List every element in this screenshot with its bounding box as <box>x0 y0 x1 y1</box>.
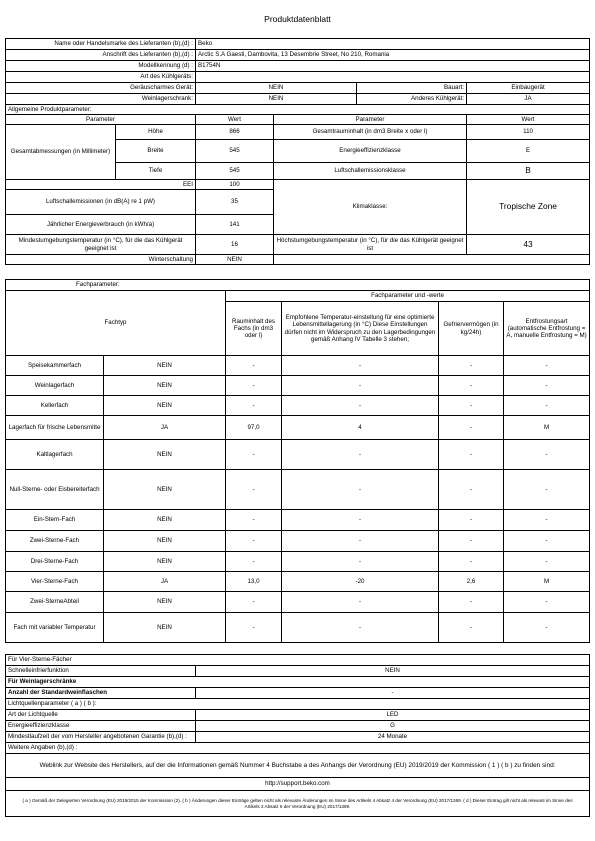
light-type-label: Art der Lichtquelle <box>6 710 196 721</box>
compartment-temp: - <box>282 440 439 470</box>
low-noise-value: NEIN <box>196 83 357 94</box>
group-header: Fachparameter und -werte <box>226 291 590 302</box>
other-value: JA <box>467 94 590 105</box>
compartments-table <box>5 279 590 643</box>
value-header: Wert <box>196 115 274 125</box>
compartment-defrost: - <box>504 376 590 396</box>
compartment-volume: - <box>226 376 282 396</box>
compartment-rows <box>6 356 590 643</box>
compartment-freeze: - <box>439 376 504 396</box>
compartment-freeze: - <box>439 416 504 440</box>
compartment-name: Ein-Stern-Fach <box>6 510 104 531</box>
extra-table <box>5 654 590 817</box>
volume-value: 110 <box>467 125 590 140</box>
compartment-present: NEIN <box>104 440 226 470</box>
table-row <box>6 613 590 643</box>
compartment-volume: 13,0 <box>226 572 282 592</box>
table-row <box>6 510 590 531</box>
col-defrost-header: Entfrostungsart (automatische Entfrostung = A, manuelle Entfrostung = M) <box>504 302 590 356</box>
compartment-name: Fach mit variabler Temperatur <box>6 613 104 643</box>
min-temp-label: Mindestumgebungstemperatur (in °C), für die das Kühlgerät geeignet ist <box>6 235 196 255</box>
supplier-value: Beko <box>196 39 590 50</box>
compartment-defrost: M <box>504 416 590 440</box>
compartment-volume: - <box>226 440 282 470</box>
compartment-present: NEIN <box>104 376 226 396</box>
compartment-freeze: - <box>439 356 504 376</box>
light-class-value: G <box>196 721 590 732</box>
compartment-freeze: - <box>439 470 504 510</box>
model-label: Modellkennung (d) : <box>6 61 196 72</box>
compartment-temp: - <box>282 510 439 531</box>
table-row <box>6 552 590 572</box>
params-table <box>5 104 590 265</box>
compartment-defrost: - <box>504 470 590 510</box>
other-label: Anderes Kühlgerät: <box>357 94 467 105</box>
col-volume-header: Rauminhalt des Fachs (in dm3 oder l) <box>226 302 282 356</box>
light-label: Lichtquellenparameter ( a ) ( b ): <box>6 699 590 710</box>
eei-value: 100 <box>196 180 274 190</box>
warranty-label: Mindestlaufzeit der vom Hersteller angebotenen Garantie (b),(d) : <box>6 732 196 743</box>
compartment-freeze: - <box>439 552 504 572</box>
volume-label: Gesamtrauminhalt (in dm3 Breite x oder l) <box>274 125 467 140</box>
compartment-volume: - <box>226 396 282 416</box>
wine-value: NEIN <box>196 94 357 105</box>
more-label: Weitere Angaben (b),(d) : <box>6 743 590 754</box>
weblink-text: Weblink zur Website des Herstellers, auf der die Informationen gemäß Nummer 4 Buchstabe a des Anhangs der Verordnung (EU) 2019/2019 der Kommission ( 1 ) ( b ) zu finden sind: <box>6 754 590 778</box>
energy-class-value: E <box>467 140 590 163</box>
compartment-defrost: - <box>504 440 590 470</box>
compartment-present: NEIN <box>104 356 226 376</box>
compartment-name: Kellerfach <box>6 396 104 416</box>
compartment-name: Speisekammerfach <box>6 356 104 376</box>
param-header: Parameter <box>6 115 196 125</box>
params-section-label: Allgemeine Produktparameter: <box>6 105 590 115</box>
compartment-defrost: - <box>504 356 590 376</box>
table-row <box>6 531 590 552</box>
compartment-name: Lagerfach für frische Lebensmitte <box>6 416 104 440</box>
eei-label: EEI <box>6 180 196 190</box>
compartment-temp: - <box>282 376 439 396</box>
compartment-freeze: 2,6 <box>439 572 504 592</box>
max-temp-value: 43 <box>467 235 590 255</box>
compartment-volume: - <box>226 592 282 613</box>
depth-label: Tiefe <box>116 163 196 180</box>
model-value: B1754N <box>196 61 590 72</box>
compartment-name: Zwei-SterneAbteil <box>6 592 104 613</box>
compartments-section-label: Fachparameter: <box>6 280 590 291</box>
energy-value: 141 <box>196 215 274 235</box>
compartment-present: NEIN <box>104 510 226 531</box>
compartment-volume: - <box>226 356 282 376</box>
compartment-name: Zwei-Sterne-Fach <box>6 531 104 552</box>
noise-class-label: Luftschallemissionsklasse <box>274 163 467 180</box>
compartment-defrost: - <box>504 510 590 531</box>
quick-freeze-label: Schnelleinfrierfunktion <box>6 666 196 677</box>
compartment-volume: - <box>226 470 282 510</box>
table-row <box>6 470 590 510</box>
compartment-defrost: - <box>504 531 590 552</box>
compartment-temp: - <box>282 592 439 613</box>
compartment-temp: - <box>282 396 439 416</box>
table-row <box>6 396 590 416</box>
compartment-present: NEIN <box>104 613 226 643</box>
page-title: Produktdatenblatt <box>264 14 331 24</box>
compartment-present: JA <box>104 416 226 440</box>
low-noise-label: Geräuscharmes Gerät: <box>6 83 196 94</box>
energy-label: Jährlicher Energieverbrauch (in kWh/a) <box>6 215 196 235</box>
climate-label: Klimaklasse: <box>274 180 467 235</box>
compartment-freeze: - <box>439 592 504 613</box>
compartment-volume: 97,0 <box>226 416 282 440</box>
noise-value: 35 <box>196 190 274 215</box>
compartment-defrost: - <box>504 552 590 572</box>
compartment-present: NEIN <box>104 470 226 510</box>
four-star-label: Für Vier-Sterne-Fächer <box>6 655 590 666</box>
climate-value: Tropische Zone <box>467 180 590 235</box>
noise-class-value: B <box>467 163 590 180</box>
general-info-table <box>5 38 590 105</box>
max-temp-label: Höchstumgebungstemperatur (in °C), für die das Kühlgerät geeignet ist <box>274 235 467 255</box>
type-label: Art des Kühlgeräts: <box>6 72 196 83</box>
compartment-temp: - <box>282 356 439 376</box>
compartment-present: NEIN <box>104 531 226 552</box>
compartment-volume: - <box>226 552 282 572</box>
table-row <box>6 376 590 396</box>
winter-label: Winterschaltung <box>6 255 196 265</box>
bottles-label: Anzahl der Standardweinflaschen <box>6 688 196 699</box>
compartment-defrost: M <box>504 572 590 592</box>
compartment-name: Kaltlagerfach <box>6 440 104 470</box>
height-label: Höhe <box>116 125 196 140</box>
compartment-name: Null-Sterne- oder Eisbereiterfach <box>6 470 104 510</box>
table-row <box>6 592 590 613</box>
light-type-value: LED <box>196 710 590 721</box>
compartment-defrost: - <box>504 396 590 416</box>
compartment-name: Vier-Sterne-Fach <box>6 572 104 592</box>
height-value: 866 <box>196 125 274 140</box>
min-temp-value: 16 <box>196 235 274 255</box>
table-row <box>6 356 590 376</box>
compartment-temp: - <box>282 552 439 572</box>
compartment-volume: - <box>226 531 282 552</box>
compartment-volume: - <box>226 613 282 643</box>
compartment-temp: - <box>282 470 439 510</box>
compartment-present: NEIN <box>104 592 226 613</box>
support-url[interactable]: http://support.beko.com <box>6 778 590 791</box>
compartment-freeze: - <box>439 510 504 531</box>
fachtyp-header: Fachtyp <box>6 291 226 356</box>
compartment-defrost: - <box>504 592 590 613</box>
winter-value: NEIN <box>196 255 274 265</box>
wine-cab-label: Für Weinlagerschränke <box>6 677 590 688</box>
design-value: Einbaugerät <box>467 83 590 94</box>
compartment-temp: 4 <box>282 416 439 440</box>
address-label: Anschrift des Lieferanten (b),(d) : <box>6 50 196 61</box>
compartment-temp: - <box>282 531 439 552</box>
footnote: ( a ) Gemäß der Delegierten Verordnung (EU) 2019/2015 der Kommission (2). ( b ) Änderungen dieser Einträge gelten nicht als relevante Änderungen im Sinne des Artikels 4 Absatz 4 der Verordnung (EU) 2017/1369. ( d ) Dieser Eintrag gilt nicht als relevant im Sinne des Artikels 2 Absatz 6 der Verordnung (EU) 2017/1369. <box>6 791 590 817</box>
compartment-freeze: - <box>439 440 504 470</box>
compartment-defrost: - <box>504 613 590 643</box>
compartment-name: Drei-Sterne-Fach <box>6 552 104 572</box>
table-row <box>6 572 590 592</box>
compartment-volume: - <box>226 510 282 531</box>
compartment-freeze: - <box>439 613 504 643</box>
noise-label: Luftschallemissionen (in dB(A) re 1 pW) <box>6 190 196 215</box>
energy-class-label: Energieeffizienzklasse <box>274 140 467 163</box>
warranty-value: 24 Monate <box>196 732 590 743</box>
value-header-2: Wert <box>467 115 590 125</box>
bottles-value: - <box>196 688 590 699</box>
address-value: Arctic S.A Gaesti, Dambovita, 13 Desembrie Street, No 210, Romania <box>196 50 590 61</box>
compartment-present: NEIN <box>104 396 226 416</box>
depth-value: 545 <box>196 163 274 180</box>
col-temp-header: Empfohlene Temperatur-einstellung für eine optimierte Lebensmittellagerung (in °C) Diese Einstellungen dürfen nicht im Widerspruch zu den Lagerbedingungen gemäß Anhang IV Tabelle 3 stehen; <box>282 302 439 356</box>
table-row <box>6 440 590 470</box>
width-value: 545 <box>196 140 274 163</box>
wine-label: Weinlagerschrank: <box>6 94 196 105</box>
supplier-label: Name oder Handelsmarke des Lieferanten (b),(d) : <box>6 39 196 50</box>
compartment-name: Weinlagerfach <box>6 376 104 396</box>
width-label: Breite <box>116 140 196 163</box>
table-row <box>6 416 590 440</box>
dims-label: Gesamtabmessungen (in Millimeter) <box>6 125 116 180</box>
compartment-present: NEIN <box>104 552 226 572</box>
light-class-label: Energieeffizienzklasse <box>6 721 196 732</box>
compartment-freeze: - <box>439 531 504 552</box>
design-label: Bauart: <box>357 83 467 94</box>
compartment-present: JA <box>104 572 226 592</box>
quick-freeze-value: NEIN <box>196 666 590 677</box>
col-freeze-header: Gefriervermögen (in kg/24h) <box>439 302 504 356</box>
compartment-freeze: - <box>439 396 504 416</box>
param-header-2: Parameter <box>274 115 467 125</box>
compartment-temp: - <box>282 613 439 643</box>
compartment-temp: -20 <box>282 572 439 592</box>
